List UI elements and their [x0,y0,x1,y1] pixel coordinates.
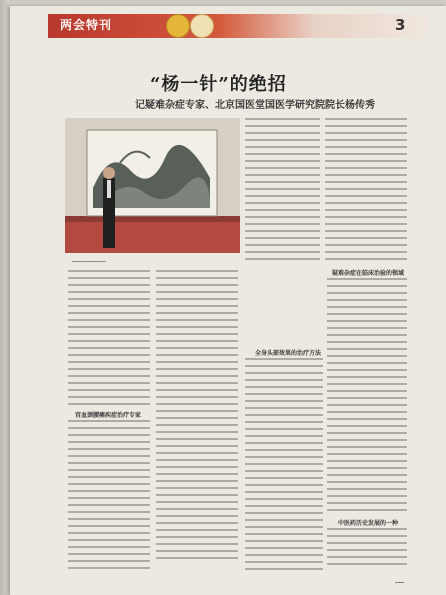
section-heading: 宫血颈腰痛疾症治疗专家 [75,412,142,419]
text-column-top-right [245,118,320,265]
banner-title: 两会特刊 [60,18,113,32]
text-column-4b [327,528,407,570]
section-heading: 疑难杂症在临床治验的领域 [332,270,405,277]
page-number: 3 [395,16,406,34]
text-column-4 [327,278,407,516]
byline: ▁▁▁ [395,578,405,583]
text-column-far-right [325,118,407,265]
text-column-1 [68,270,150,410]
text-column-2 [156,270,238,564]
article-subheadline: 记疑难杂症专家、北京国医堂国医学研究院院长杨传秀 [135,100,375,111]
section-heading: 中医药历史发展的一种 [338,520,399,527]
previous-page-edge [0,0,10,595]
cppcc-emblem-icon [190,14,214,38]
article-headline: “杨一针”的绝招 [150,74,287,95]
text-column-1b [68,420,150,574]
section-heading: 全身头部效果的治疗方法 [255,350,322,357]
national-emblem-icon [166,14,190,38]
text-column-3 [245,358,323,575]
article-photo [65,118,240,253]
photo-caption: ▁▁▁▁▁▁▁▁▁▁▁ [72,257,106,262]
